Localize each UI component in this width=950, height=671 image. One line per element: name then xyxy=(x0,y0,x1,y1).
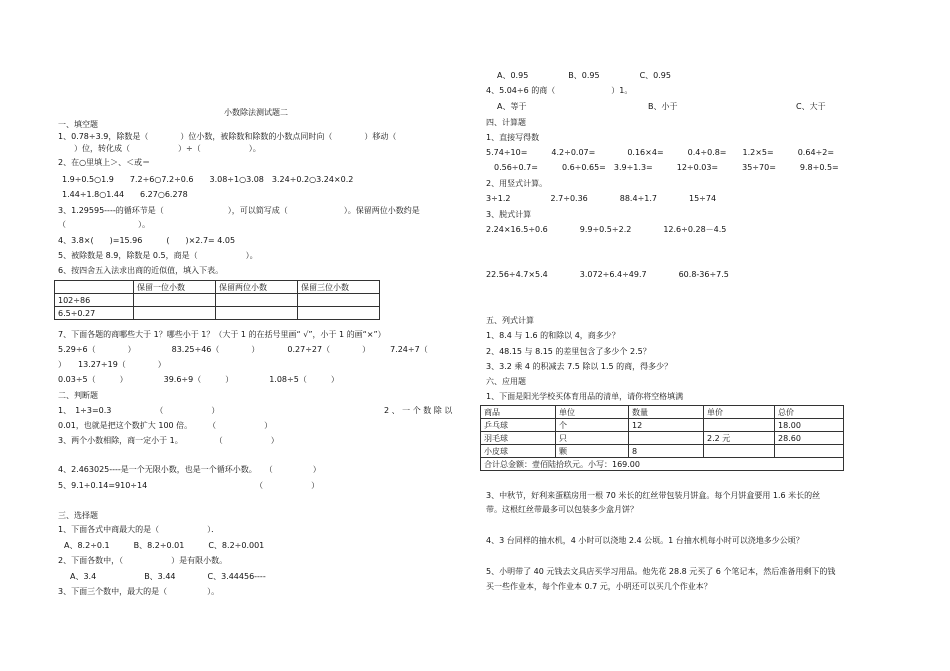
calc-steps: 3、脱式计算 xyxy=(486,210,532,219)
table-header-cell: 数量 xyxy=(629,406,704,419)
judgement-2-end: 0.01，也就是把这个数扩大 100 倍。 （ ） xyxy=(58,421,273,430)
section-judgement: 二、判断题 xyxy=(58,391,98,400)
choice-2: 2、下面各数中，（ ）是有限小数。 xyxy=(58,556,228,565)
question-6: 6、按四舍五入法求出商的近似值，填入下表。 xyxy=(58,266,224,275)
calc-direct: 1、直接写得数 xyxy=(486,133,540,142)
question-1b: ）位，转化成（ ）÷（ ）。 xyxy=(58,144,261,153)
table-cell xyxy=(216,307,298,320)
table-cell xyxy=(216,294,298,307)
rounding-table xyxy=(54,280,380,320)
section-equation: 五、列式计算 xyxy=(486,316,534,325)
judgement-3: 3、两个小数相除，商一定小于 1。 （ ） xyxy=(58,436,279,445)
question-7: 7、下面各题的商哪些大于 1？哪些小于 1？（大于 1 的在括号里画“ √”，小于 1 的画“×”） xyxy=(58,330,386,339)
table-cell: 颗 xyxy=(556,445,629,458)
equation-1: 1、8.4 与 1.6 的和除以 4，商多少？ xyxy=(486,331,620,340)
choice-3: 3、下面三个数中，最大的是（ ）。 xyxy=(58,587,220,596)
calc-direct-row2: 0.56÷0.7= 0.6÷0.65= 3.9÷1.3= 12÷0.03= 35÷70= 9.8÷0.5= xyxy=(486,163,839,172)
table-cell: 12 xyxy=(629,419,704,432)
judgement-2-start: 2 、 一 个 数 除 以 xyxy=(384,406,453,415)
question-5: 5、被除数是 8.9，除数是 0.5，商是（ ）。 xyxy=(58,251,258,260)
table-cell xyxy=(704,445,775,458)
choice-2-options: A、3.4 B、3.44 C、3.44456---- xyxy=(62,572,266,581)
application-4: 4、3 台同样的抽水机，4 小时可以浇地 2.4 公顷。1 台抽水机每小时可以浇地多少公顷？ xyxy=(486,536,804,545)
question-7-row2: ） 13.27÷19（ ） xyxy=(58,360,166,369)
table-header-cell: 保留一位小数 xyxy=(134,281,216,294)
question-1a: 1、0.78÷3.9，除数是（ ）位小数，被除数和除数的小数点同时向（ ）移动（ xyxy=(58,132,429,141)
table-cell xyxy=(298,294,380,307)
table-cell xyxy=(134,294,216,307)
table-cell xyxy=(298,307,380,320)
judgement-5: 5、9.1÷0.14=910÷14 （ ） xyxy=(58,481,320,490)
judgement-1: 1、 1÷3=0.3 （ ） xyxy=(58,406,220,415)
question-2-row1: 1.9÷0.5○1.9 7.2÷6○7.2÷0.6 3.08÷1○3.08 3.24÷0.2○3.24×0.2 xyxy=(62,175,354,184)
section-calculation: 四、计算题 xyxy=(486,118,526,127)
table-header-cell: 保留两位小数 xyxy=(216,281,298,294)
table-cell: 102÷86 xyxy=(55,294,134,307)
application-3b: 带。这根红丝带最多可以包装多少盒月饼？ xyxy=(486,505,638,514)
table-row xyxy=(481,432,844,445)
application-5b: 买一些作业本，每个作业本 0.7 元，小明还可以买几个作业本？ xyxy=(486,582,712,591)
choice-1-options: A、8.2÷0.1 B、8.2÷0.01 C、8.2÷0.001 xyxy=(64,541,265,550)
shopping-list-table xyxy=(480,405,844,471)
section-fill-in: 一、填空题 xyxy=(58,120,98,129)
equation-3: 3、3.2 乘 4 的积减去 7.5 除以 1.5 的商，得多少？ xyxy=(486,362,673,371)
table-cell xyxy=(704,419,775,432)
table-cell xyxy=(775,445,844,458)
judgement-4: 4、2.463025----是一个无限小数，也是一个循环小数。 （ ） xyxy=(58,465,321,474)
table-cell: 28.60 xyxy=(775,432,844,445)
table-cell: 羽毛球 xyxy=(481,432,556,445)
table-row xyxy=(481,445,844,458)
table-cell: 乒乓球 xyxy=(481,419,556,432)
table-cell xyxy=(134,307,216,320)
table-row xyxy=(481,406,844,419)
choice-3-options: A、0.95 B、0.95 C、0.95 xyxy=(497,71,671,80)
table-row xyxy=(481,458,844,471)
choice-1: 1、下面各式中商最大的是（ ）． xyxy=(58,525,220,534)
calc-vertical-row: 3÷1.2 2.7÷0.36 88.4÷1.7 15÷74 xyxy=(486,194,717,203)
equation-2: 2、48.15 与 8.15 的差里包含了多少个 2.5？ xyxy=(486,347,651,356)
page-title: 小数除法测试题二 xyxy=(224,108,288,117)
section-application: 六、应用题 xyxy=(486,377,526,386)
calc-vertical: 2、用竖式计算。 xyxy=(486,179,548,188)
table-header-cell: 商品 xyxy=(481,406,556,419)
table-header-cell: 单价 xyxy=(704,406,775,419)
section-choice: 三、选择题 xyxy=(58,511,98,520)
application-5a: 5、小明带了 40 元钱去文具店买学习用品。他先花 28.8 元买了 6 个笔记本，然后准备用剩下的钱 xyxy=(486,567,836,576)
choice-4-option-b: B、小于 xyxy=(648,102,678,111)
table-header-cell: 单位 xyxy=(556,406,629,419)
question-3a: 3、1.29595----的循环节是（ ），可以简写成（ ）。保留两位小数约是 xyxy=(58,206,420,215)
table-cell: 个 xyxy=(556,419,629,432)
table-total-cell: 合计总金额：壹佰陆拾玖元。小写：169.00 xyxy=(481,458,844,471)
table-header-cell: 总价 xyxy=(775,406,844,419)
table-cell: 2.2 元 xyxy=(704,432,775,445)
question-7-row1: 5.29÷6（ ） 83.25÷46（ ） 0.27÷27（ ） 7.24÷7（ xyxy=(58,345,428,354)
application-1: 1、下面是阳光学校买体育用品的清单，请你将空格填满 xyxy=(486,392,684,401)
calc-steps-row1: 2.24×16.5÷0.6 9.9÷0.5÷2.2 12.6÷0.28－4.5 xyxy=(486,225,727,234)
table-header-cell xyxy=(55,281,134,294)
choice-4-option-a: A、等于 xyxy=(497,102,527,111)
choice-4: 4、5.04÷6 的商（ ）1。 xyxy=(486,86,633,95)
table-row xyxy=(55,281,380,294)
table-cell: 8 xyxy=(629,445,704,458)
table-row xyxy=(55,294,380,307)
table-row xyxy=(481,419,844,432)
table-cell: 18.00 xyxy=(775,419,844,432)
table-cell: 小皮球 xyxy=(481,445,556,458)
table-row xyxy=(55,307,380,320)
table-cell xyxy=(629,432,704,445)
table-cell: 6.5÷0.27 xyxy=(55,307,134,320)
question-2-row2: 1.44÷1.8○1.44 6.27○6.278 xyxy=(62,190,188,199)
calc-direct-row1: 5.74÷10= 4.2÷0.07= 0.16×4= 0.4÷0.8= 1.2×5= 0.64÷2= xyxy=(486,148,835,157)
question-2: 2、在○里填上＞、＜或＝ xyxy=(58,158,151,167)
table-cell: 只 xyxy=(556,432,629,445)
question-3b: （ ）。 xyxy=(58,220,150,229)
table-header-cell: 保留三位小数 xyxy=(298,281,380,294)
question-7-row3: 0.03÷5（ ） 39.6÷9（ ） 1.08÷5（ ） xyxy=(58,375,339,384)
choice-4-option-c: C、大于 xyxy=(796,102,826,111)
question-4: 4、3.8×( )=15.96 ( )×2.7= 4.05 xyxy=(58,236,236,245)
calc-steps-row2: 22.56÷4.7×5.4 3.072÷6.4÷49.7 60.8-36÷7.5 xyxy=(486,270,729,279)
application-3a: 3、中秋节，好利来蛋糕房用一根 70 米长的红丝带包装月饼盒。每个月饼盒要用 1.6 米长的丝 xyxy=(486,491,821,500)
